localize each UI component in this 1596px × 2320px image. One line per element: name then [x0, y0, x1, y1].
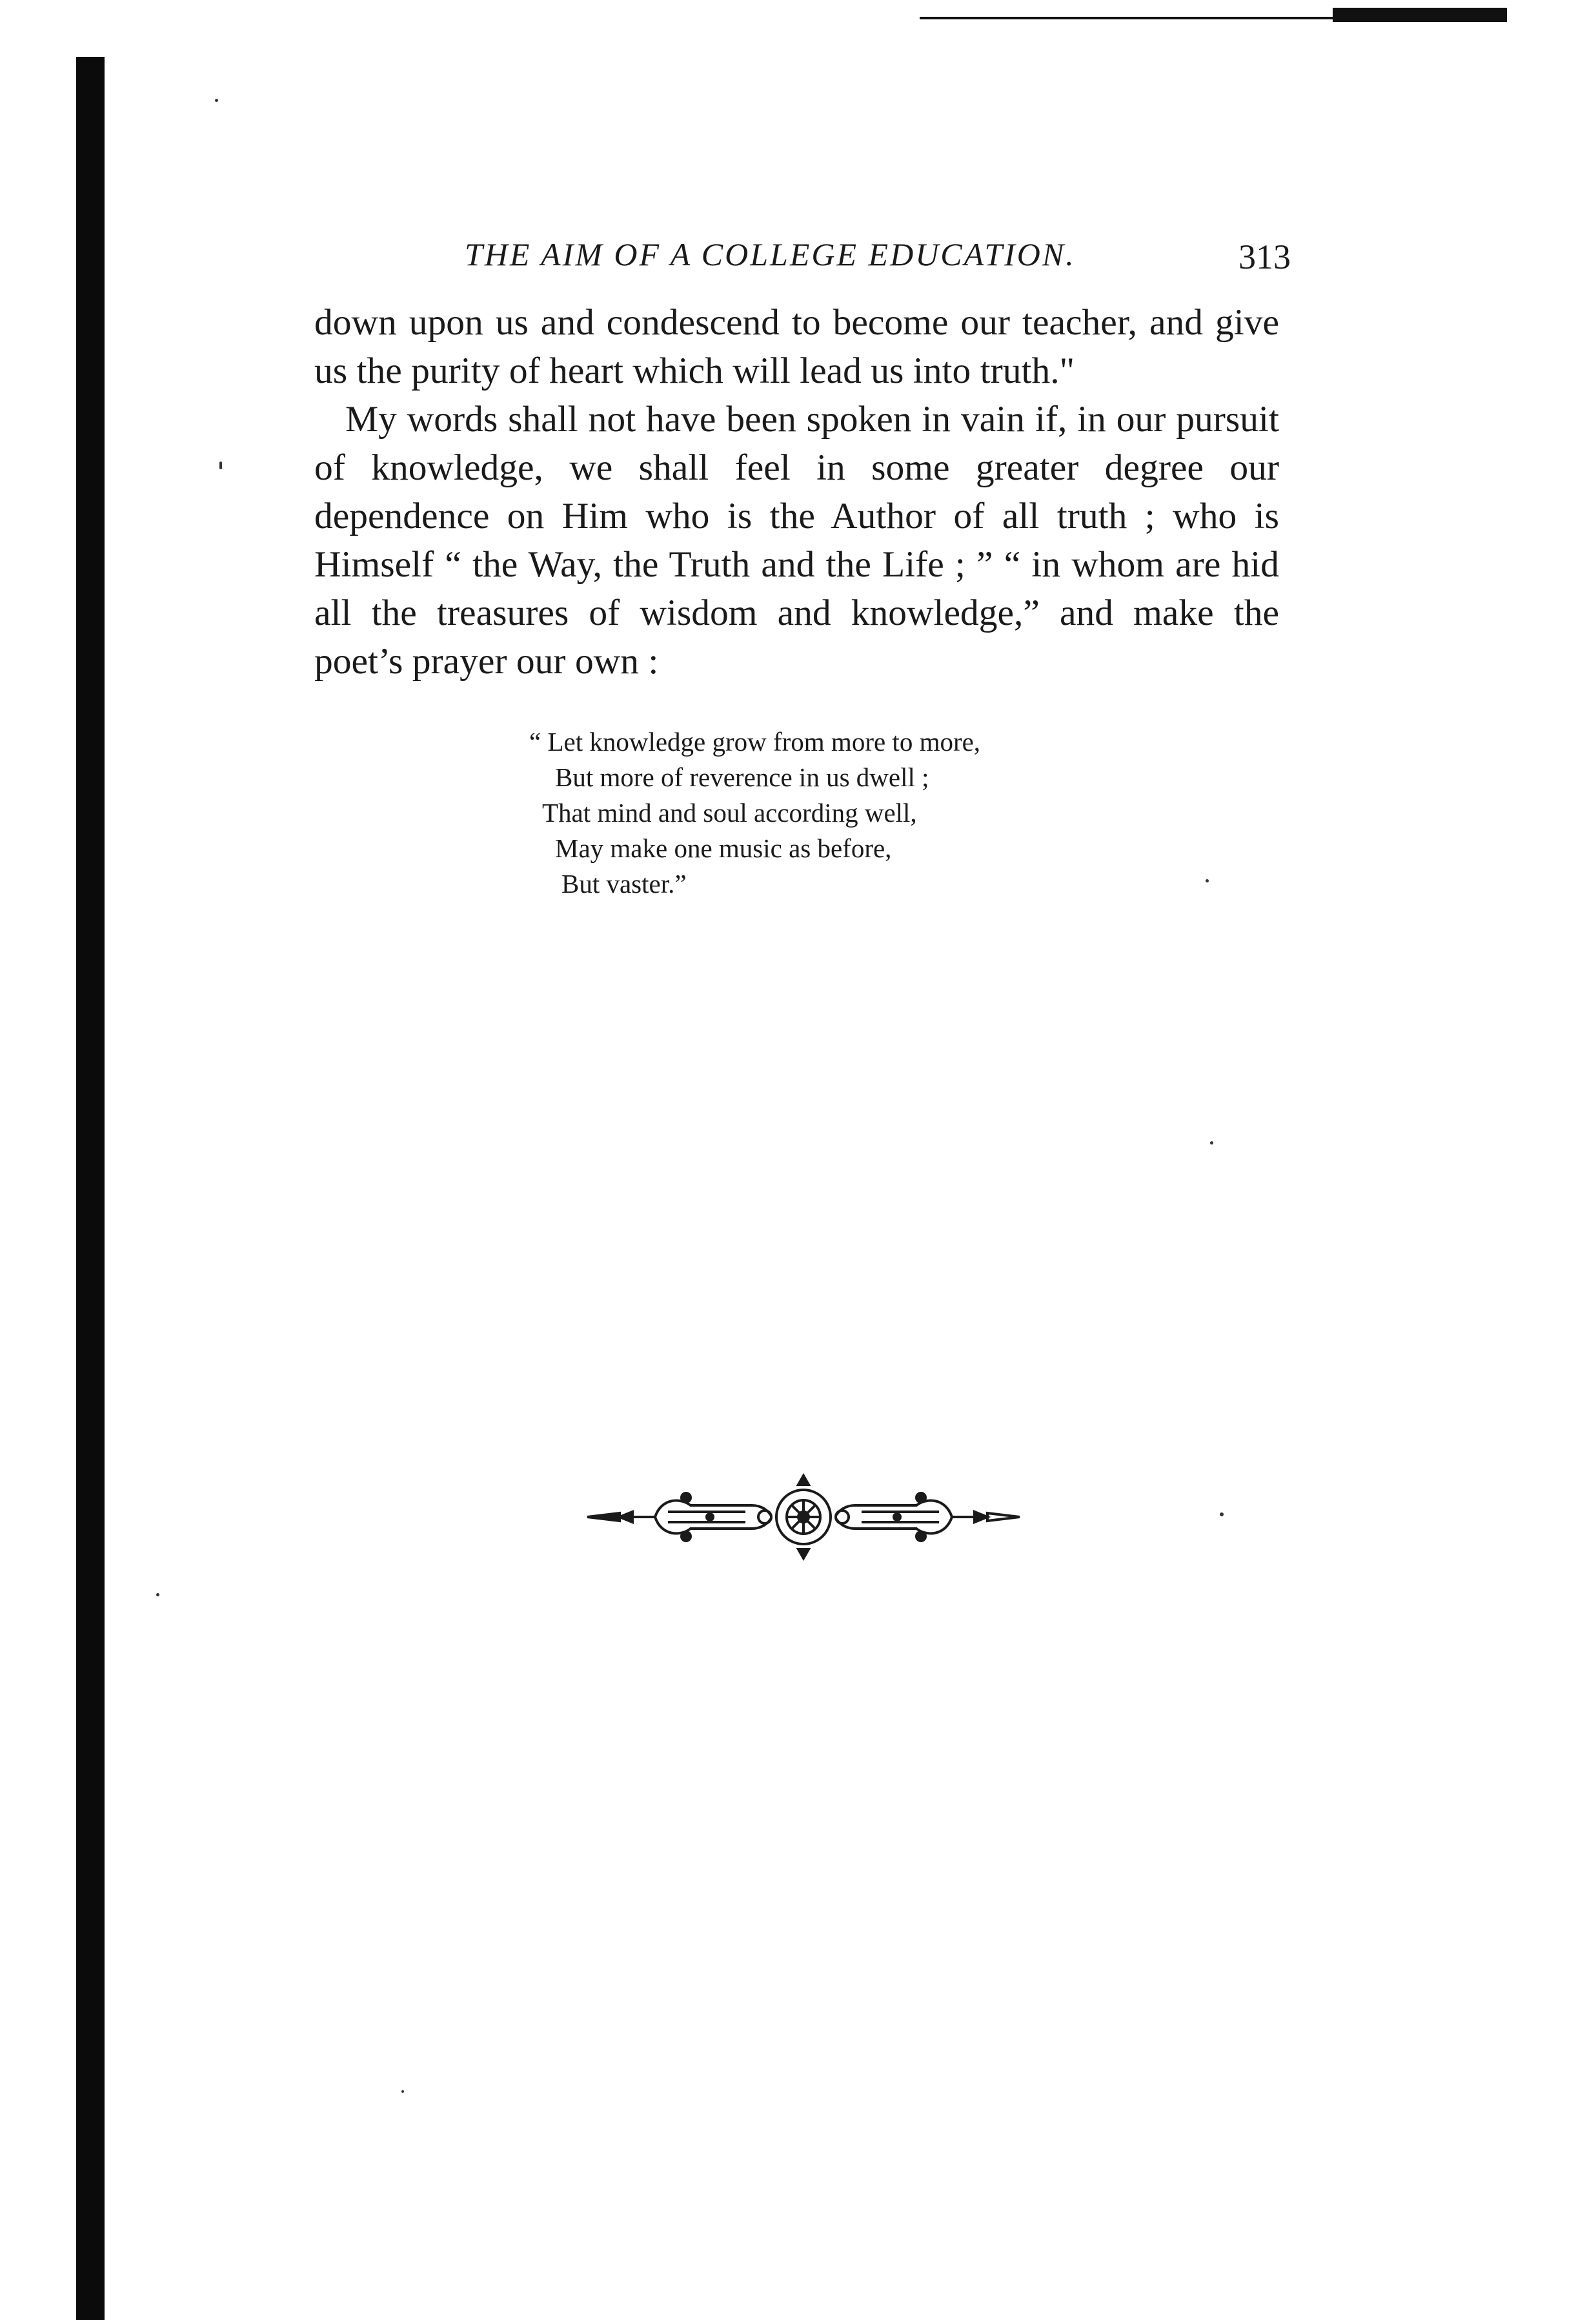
paragraph: My words shall not have been spoken in vain if, in our pursuit of knowledge, we shall feel in some greater degree our dependence on Him who is the Author of all truth ; who is Himself “ the Way, the Truth and the Life ; ” “ in whom are hid all the treasures of wisdom and knowledge,” and make the poet’s prayer our own : — [314, 399, 1279, 682]
top-border-rule — [920, 8, 1507, 22]
page-header — [316, 229, 1291, 287]
tailpiece-ornament-icon — [584, 1472, 1023, 1562]
print-speck — [219, 462, 222, 469]
paragraph: down upon us and condescend to become our teacher, and give us the purity of heart which will lead us into truth." — [314, 302, 1279, 391]
print-speck — [1220, 1512, 1224, 1516]
verse-line: May make one music as before, — [555, 833, 892, 863]
print-speck — [156, 1593, 159, 1596]
verse-line: That mind and soul according well, — [542, 798, 917, 828]
verse-line: “ Let knowledge grow from more to more, — [529, 727, 981, 757]
print-speck — [1206, 879, 1209, 882]
binding-edge — [76, 57, 105, 2320]
verse-line: But more of reverence in us dwell ; — [555, 762, 929, 792]
verse-line: But vaster.” — [561, 869, 687, 899]
page-number: 313 — [1238, 238, 1291, 276]
verse-quotation — [529, 724, 1110, 902]
print-speck — [215, 99, 218, 102]
body-text — [314, 298, 1279, 686]
running-title: THE AIM OF A COLLEGE EDUCATION. — [465, 236, 1076, 272]
print-speck — [1210, 1141, 1213, 1145]
print-speck — [401, 2090, 404, 2093]
